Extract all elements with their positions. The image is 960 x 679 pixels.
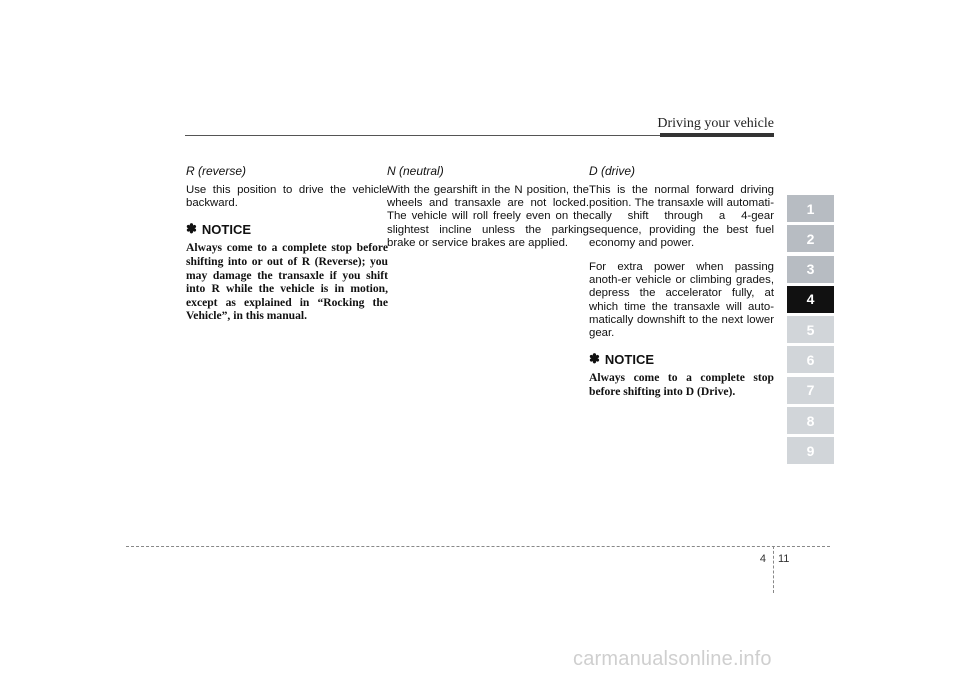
chapter-tab-8[interactable]: 8 (787, 407, 834, 434)
chapter-tab-7[interactable]: 7 (787, 377, 834, 404)
notice-heading (589, 351, 774, 367)
paragraph: Use this position to drive the vehicle backward. (186, 184, 388, 210)
page-chapter-number: 4 (759, 553, 766, 565)
page-number: 11 (778, 553, 790, 565)
notice-mark-icon: ✽ (589, 351, 600, 367)
column-reverse (186, 164, 388, 323)
chapter-tab-9[interactable]: 9 (787, 437, 834, 464)
column-neutral (387, 164, 589, 261)
chapter-tab-2[interactable]: 2 (787, 225, 834, 252)
subheading-reverse: R (reverse) (186, 164, 247, 178)
subheading-drive: D (drive) (589, 164, 636, 178)
chapter-tab-5[interactable]: 5 (787, 316, 834, 343)
watermark: carmanualsonline.info (573, 648, 772, 670)
notice-heading (186, 221, 388, 237)
footer-rule (126, 546, 830, 547)
chapter-tab-1[interactable]: 1 (787, 195, 834, 222)
chapter-tab-4[interactable]: 4 (787, 286, 834, 313)
notice-text: Always come to a complete stop before shifting into D (Drive). (589, 371, 774, 398)
running-header: Driving your vehicle (657, 116, 774, 131)
column-drive (589, 164, 774, 398)
header-accent-bar (660, 133, 774, 137)
chapter-tab-6[interactable]: 6 (787, 346, 834, 373)
notice-label: NOTICE (201, 221, 252, 237)
notice-mark-icon: ✽ (186, 221, 197, 237)
subheading-neutral: N (neutral) (387, 164, 444, 178)
paragraph: This is the normal forward driving position. The transaxle will automati-cally shift through a 4-gear sequence, providing the best fuel economy and power. (589, 184, 774, 249)
chapter-tabs (787, 195, 834, 468)
chapter-tab-3[interactable]: 3 (787, 256, 834, 283)
footer-divider (773, 546, 774, 593)
paragraph: With the gearshift in the N position, the wheels and transaxle are not locked. The vehicle will roll freely even on the slightest incline unless the parking brake or service brakes are applied. (387, 184, 589, 249)
notice-label: NOTICE (604, 351, 655, 367)
notice-text: Always come to a complete stop before shifting into or out of R (Reverse); you may damage the transaxle if you shift into R while the vehicle is in motion, except as explained in “Rocking the Vehicle”, in this manual. (186, 241, 388, 323)
paragraph: For extra power when passing anoth-er vehicle or climbing grades, depress the accelerator fully, at which time the transaxle will auto-matically downshift to the next lower gear. (589, 261, 774, 340)
